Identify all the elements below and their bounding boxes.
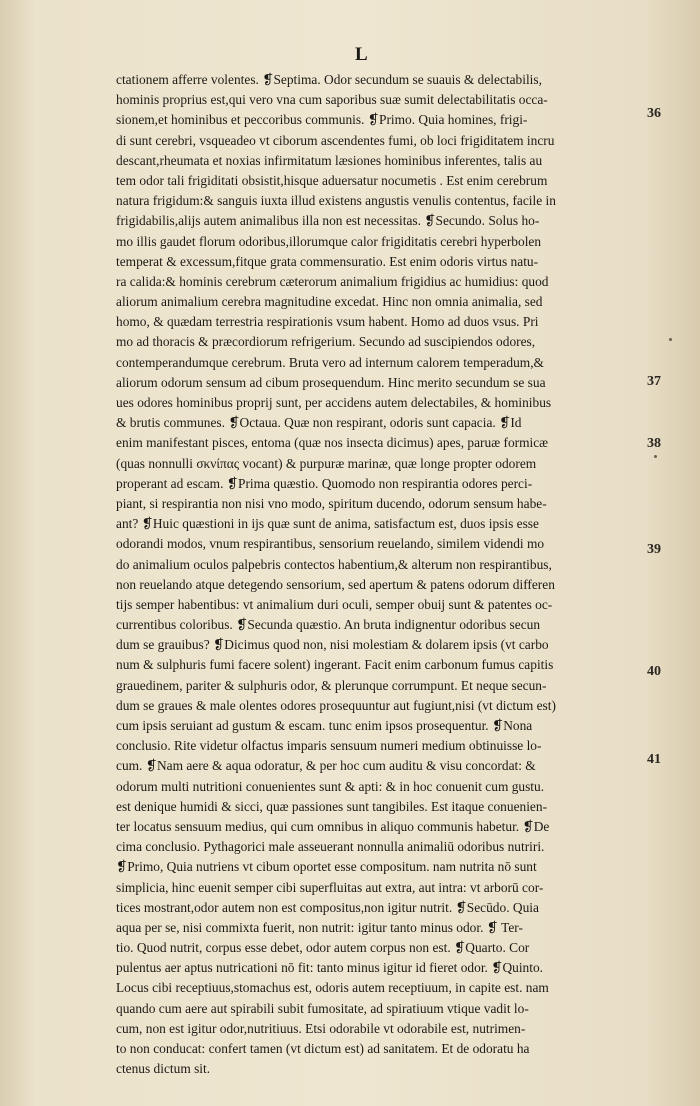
text-line: temperat & excessum,fitque grata commensuratio. Est enim odoris virtus natu- xyxy=(116,253,539,269)
text-line: ues odores hominibus proprij sunt, per accidens autem delectabiles, & hominibus xyxy=(116,395,552,410)
text-line: tices mostrant,odor autem non est compositus,non igitur nutrit. ❡Secūdo. Quia xyxy=(116,899,539,915)
text-line: ter locatus sensuum medius, qui cum omnibus in aliquo communis habetur. ❡De xyxy=(116,818,550,834)
text-line: frigidabilis,alijs autem animalibus illa non est necessitas. ❡Secundo. Solus ho- xyxy=(116,213,540,229)
text-line: tem odor tali frigiditati obsistit,hisque aduersatur nocumetis . Est enim cerebrum xyxy=(116,172,548,188)
text-line: tio. Quod nutrit, corpus esse debet, odor autem corpus non est. ❡Quarto. Cor xyxy=(116,940,530,956)
text-line: currentibus coloribus. ❡Secunda quæstio. An bruta indignentur odoribus secun xyxy=(116,617,541,633)
text-line: ctenus dictum sit. xyxy=(116,1061,211,1077)
text-line: sionem,et hominibus et peccoribus communis. ❡Primo. Quia homines, frigi- xyxy=(116,112,528,128)
page-header-letter: L xyxy=(355,44,369,65)
body-text xyxy=(116,70,656,1079)
text-line: est denique humidi & sicci, quæ passiones sunt tangibiles. Est itaque conuenien- xyxy=(116,798,548,814)
text-line: aliorum animalium cerebra magnitudine excedat. Hinc non omnia animalia, sed xyxy=(116,294,543,310)
text-line: descant,rheumata et noxias infirmitatum læsiones hominibus inferentes, talis au xyxy=(116,152,543,168)
text-line: cum, non est igitur odor,nutritiuus. Etsi odorabile vt odorabile est, nutrimen- xyxy=(116,1020,526,1036)
margin-number: 36 xyxy=(647,106,661,121)
margin-number: 40 xyxy=(647,664,661,679)
margin-number: 38 xyxy=(647,436,661,451)
text-line: to non conducat: confert tamen (vt dictum est) ad sanitatem. Et de odoratu ha xyxy=(116,1041,530,1056)
text-line: di sunt cerebri, vsqueadeo vt ciborum ascendentes fumi, ob loci frigiditatem incru xyxy=(116,132,555,148)
text-line: odorandi modos, vnum respirantibus, sensorium reuelando, similem videndi mo xyxy=(116,536,545,552)
text-line: grauedinem, pariter & sulphuris odor, & plerunque corrumpunt. Et neque secun- xyxy=(116,677,547,693)
text-line: hominis proprius est,qui vero vna cum saporibus suæ sumit delectabilitatis occa- xyxy=(116,92,548,108)
text-line: cima conclusio. Pythagorici male asseuerant nonnulla animaliū odoribus nutriri. xyxy=(116,839,545,855)
text-line: enim manifestant pisces, entoma (quæ nos insecta dicimus) apes, paruæ formicæ xyxy=(116,435,549,451)
text-line: quando cum aere aut spirabili subit fumositate, ad spiratiuum vtique vadit lo- xyxy=(116,1000,529,1016)
text-line: mo ad thoracis & præcordiorum refrigerium. Secundo ad suscipiendos odores, xyxy=(116,334,536,350)
text-line: ctationem afferre volentes. ❡Septima. Odor secundum se suauis & delectabilis, xyxy=(116,72,542,87)
text-line: mo illis gaudet florum odoribus,illorumque calor frigiditatis cerebri hyperbolen xyxy=(116,233,542,249)
text-line: natura frigidum:& sanguis iuxta illud existens angustis venulis contentus, facile in xyxy=(116,193,556,209)
text-line: do animalium oculos palpebris contectos habentium,& alterum non respirantibus, xyxy=(116,556,552,572)
text-line: (quas nonnulli σκνίπας vocant) & purpuræ marinæ, quæ longe propter odorem xyxy=(116,455,537,471)
text-line: ant? ❡Huic quæstioni in ijs quæ sunt de anima, satisfactum est, duos ipsis esse xyxy=(116,516,539,532)
ink-speck xyxy=(654,455,657,458)
text-line: dum se grauibus? ❡Dicimus quod non, nisi molestiam & dolarem ipsis (vt carbo xyxy=(116,637,549,653)
text-line: non reuelando atque detegendo sensorium, sed apertum & patens odorum differen xyxy=(116,576,555,592)
text-line: pulentus aer aptus nutricationi nō fit: tanto minus igitur id fieret odor. ❡Quinto. xyxy=(116,960,544,976)
text-line: simplicia, hinc euenit semper cibi superfluitas aut extra, aut intra: vt arborū cor- xyxy=(116,879,544,895)
text-line: Locus cibi receptiuus,stomachus est, odoris autem receptiuum, in capite est. nam xyxy=(116,980,549,996)
text-line: conclusio. Rite videtur olfactus imparis sensuum numeri medium obtinuisse lo- xyxy=(116,738,542,754)
text-line: contemperandumque cerebrum. Bruta vero ad internum calorem temperadum,& xyxy=(116,354,544,370)
margin-number: 37 xyxy=(647,374,661,389)
text-line: cum. ❡Nam aere & aqua odoratur, & per hoc cum auditu & visu concordat: & xyxy=(116,758,536,774)
text-line: piant, si respirantia non nisi vno modo, spiritum ducendo, odorum sensum habe- xyxy=(116,495,547,511)
text-line: properant ad escam. ❡Prima quæstio. Quomodo non respirantia odores perci- xyxy=(116,475,533,491)
text-line: num & sulphuris fumi facere solent) ingerant. Facit enim carbonum fumus capitis xyxy=(116,657,554,673)
text-line: aqua per se, nisi commixta fuerit, non nutrit: igitur tanto minus odor. ❡ Ter- xyxy=(116,919,523,935)
text-line: aliorum odorum sensum ad cibum prosequendum. Hinc merito secundum se sua xyxy=(116,374,546,390)
text-line: odorum multi nutritioni conuenientes sunt & apti: & in hoc conuenit cum gustu. xyxy=(116,778,545,794)
text-line: & brutis communes. ❡Octaua. Quæ non respirant, odoris sunt capacia. ❡Id xyxy=(116,415,522,431)
text-line: homo, & quædam terrestria respirationis vsum habent. Homo ad duos vsus. Pri xyxy=(116,314,539,330)
text-line: tijs semper habentibus: vt animalium duri oculi, semper obuij sunt & patentes oc- xyxy=(116,596,553,612)
ink-speck xyxy=(669,338,672,341)
margin-number: 39 xyxy=(647,542,661,557)
text-line: cum ipsis seruiant ad gustum & escam. tunc enim ipsos prosequentur. ❡Nona xyxy=(116,718,533,733)
text-line: dum se graues & male olentes odores prosequuntur aut fugiunt,nisi (vt dictum est) xyxy=(116,697,556,713)
margin-number: 41 xyxy=(647,752,661,767)
text-line: ❡Primo, Quia nutriens vt cibum oportet esse compositum. nam nutrita nō sunt xyxy=(116,859,537,875)
text-line: ra calida:& hominis cerebrum cæterorum animalium frigidius ac humidius: quod xyxy=(116,273,549,289)
